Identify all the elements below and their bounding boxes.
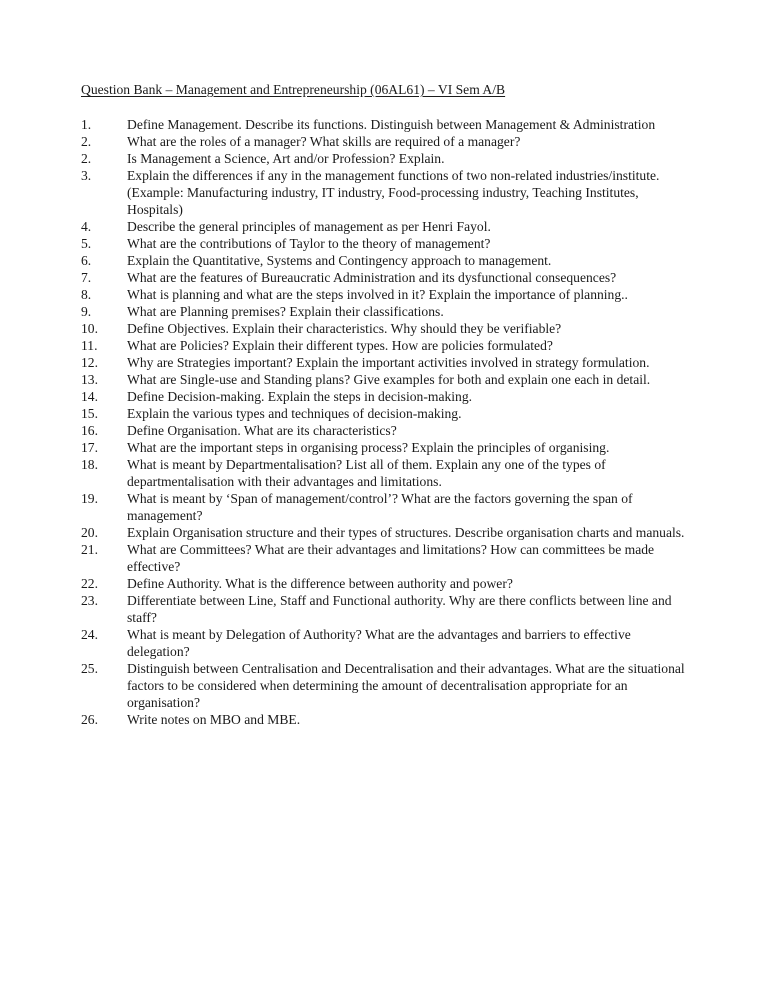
question-text: What are the important steps in organising process? Explain the principles of organising. [127,440,610,455]
question-item [81,371,691,388]
question-number: 4. [81,219,92,234]
question-text: Define Objectives. Explain their characteristics. Why should they be verifiable? [127,321,562,336]
question-item [81,150,691,167]
question-item [81,626,691,660]
question-text: What is meant by ‘Span of management/control’? What are the factors governing the span of management? [127,491,633,523]
question-item [81,252,691,269]
question-text: Is Management a Science, Art and/or Profession? Explain. [127,151,445,166]
question-number: 19. [81,491,98,506]
question-item [81,592,691,626]
question-item [81,116,691,133]
question-item [81,405,691,422]
question-number: 1. [81,117,92,132]
question-number: 25. [81,661,98,676]
question-item [81,337,691,354]
question-text: What are Committees? What are their advantages and limitations? How can committees be made effective? [127,542,655,574]
question-number: 26. [81,712,98,727]
question-number: 20. [81,525,98,540]
question-item [81,133,691,150]
question-text: What are the contributions of Taylor to the theory of management? [127,236,491,251]
question-number: 12. [81,355,98,370]
question-number: 5. [81,236,92,251]
question-text: Differentiate between Line, Staff and Functional authority. Why are there conflicts between line and staff? [127,593,672,625]
question-item [81,354,691,371]
question-text: What are Planning premises? Explain their classifications. [127,304,444,319]
question-number: 14. [81,389,98,404]
question-item [81,167,691,218]
question-text: Explain Organisation structure and their types of structures. Describe organisation charts and manuals. [127,525,685,540]
question-number: 7. [81,270,92,285]
question-text: Explain the various types and techniques of decision-making. [127,406,462,421]
question-item [81,286,691,303]
document-title: Question Bank – Management and Entrepreneurship (06AL61) – VI Sem A/B [81,82,506,97]
question-item [81,456,691,490]
question-text: What are Single-use and Standing plans? Give examples for both and explain one each in detail. [127,372,651,387]
question-number: 21. [81,542,98,557]
question-text: Define Authority. What is the difference between authority and power? [127,576,513,591]
question-number: 15. [81,406,98,421]
question-item [81,269,691,286]
question-number: 23. [81,593,98,608]
question-number: 8. [81,287,92,302]
question-number: 13. [81,372,98,387]
question-item [81,422,691,439]
question-text: What is planning and what are the steps involved in it? Explain the importance of planning.. [127,287,628,302]
question-text: Distinguish between Centralisation and Decentralisation and their advantages. What are the situational factors to be considered when determining the amount of decentralisation appropriate for an organisation? [127,661,685,710]
question-number: 16. [81,423,98,438]
question-item [81,660,691,711]
question-text: What is meant by Departmentalisation? List all of them. Explain any one of the types of departmentalisation with their advantages and limitations. [127,457,606,489]
question-item [81,524,691,541]
question-text: What are Policies? Explain their different types. How are policies formulated? [127,338,553,353]
question-number: 2. [81,151,92,166]
question-number: 11. [81,338,98,353]
question-text: What are the features of Bureaucratic Administration and its dysfunctional consequences? [127,270,617,285]
question-text: Explain the differences if any in the management functions of two non-related industries/institute. (Example: Manufacturing industry, IT industry, Food-processing industry, Teaching Institutes, Hospitals) [127,168,660,217]
question-number: 10. [81,321,98,336]
question-text: Define Management. Describe its functions. Distinguish between Management & Administration [127,117,656,132]
question-text: Explain the Quantitative, Systems and Contingency approach to management. [127,253,552,268]
question-text: Write notes on MBO and MBE. [127,712,301,727]
question-item [81,575,691,592]
question-text: What are the roles of a manager? What skills are required of a manager? [127,134,521,149]
question-text: Describe the general principles of management as per Henri Fayol. [127,219,491,234]
question-text: Define Decision-making. Explain the steps in decision-making. [127,389,473,404]
question-item [81,218,691,235]
question-item [81,490,691,524]
question-number: 22. [81,576,98,591]
question-item [81,303,691,320]
question-item [81,541,691,575]
question-list [81,116,691,728]
question-number: 24. [81,627,98,642]
question-item [81,235,691,252]
question-number: 2. [81,134,92,149]
question-number: 3. [81,168,92,183]
question-number: 18. [81,457,98,472]
question-item [81,711,691,728]
question-item [81,320,691,337]
question-text: Why are Strategies important? Explain the important activities involved in strategy formulation. [127,355,650,370]
question-number: 6. [81,253,92,268]
question-text: What is meant by Delegation of Authority? What are the advantages and barriers to effective delegation? [127,627,631,659]
question-item [81,439,691,456]
question-number: 9. [81,304,92,319]
question-item [81,388,691,405]
question-number: 17. [81,440,98,455]
question-text: Define Organisation. What are its characteristics? [127,423,397,438]
